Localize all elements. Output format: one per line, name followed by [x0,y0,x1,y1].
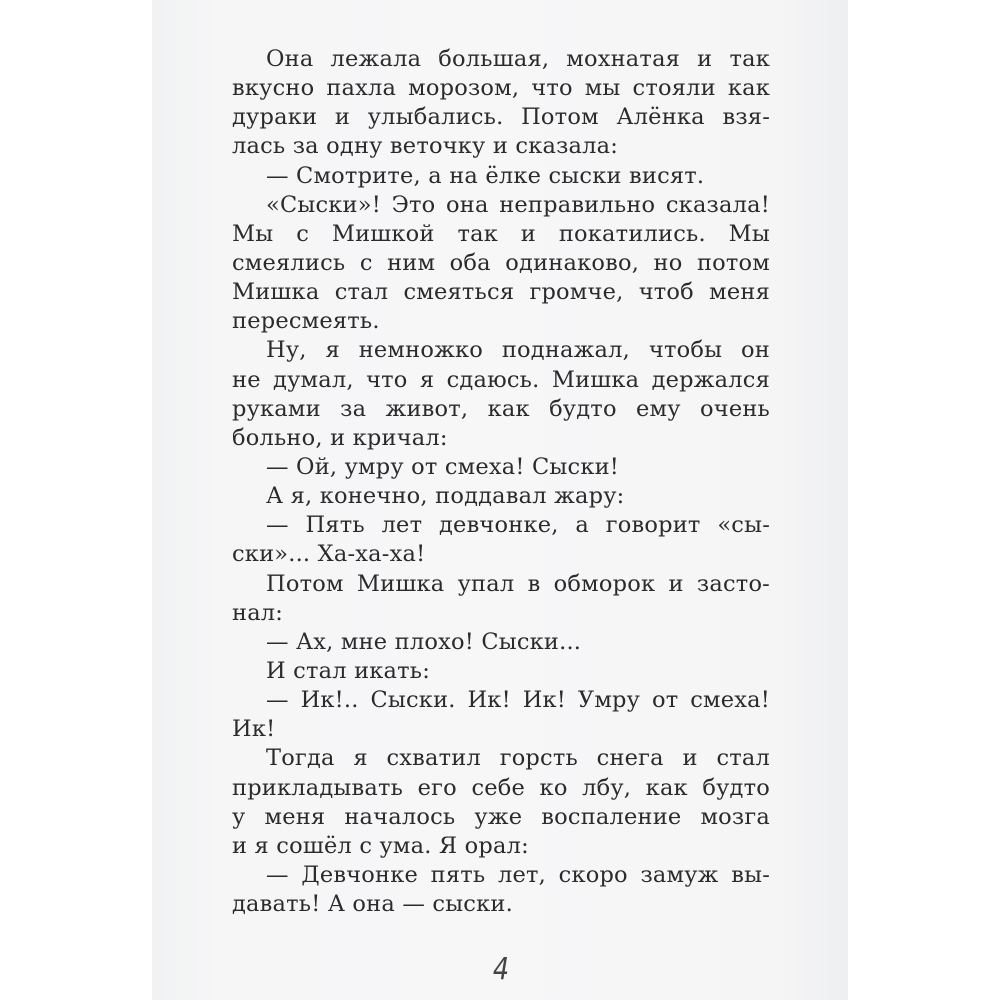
text-line: вкусно пахла морозом, что мы стояли как [232,75,770,102]
text-line: А я, конечно, поддавал жару: [266,483,625,510]
text-line: — Ой, умру от смеха! Сыски! [266,453,620,480]
text-line: у меня началось уже воспаление мозга [232,803,770,830]
text-line: Она лежала большая, мохнатая и так [266,46,770,72]
text-line: дураки и улыбались. Потом Алёнка взя- [232,104,770,131]
text-line: давать! А она — сыски. [232,891,513,918]
text-line: «Сыски»! Это она неправильно сказала! [266,191,770,218]
text-line: — Ик!.. Сыски. Ик! Ик! Умру от смеха! [266,687,770,714]
text-line: Мишка стал смеяться громче, чтоб меня [232,279,770,306]
text-line: и я сошёл с ума. Я орал: [232,832,529,859]
text-line: — Девчонке пять лет, скоро замуж вы- [266,861,770,888]
text-line: смеялись с ним оба одинаково, но потом [232,249,770,276]
text-line: больно, и кричал: [232,424,448,451]
text-line: не думал, что я сдаюсь. Мишка держался [232,366,770,393]
text-line: Мы с Мишкой так и покатились. Мы [232,220,770,247]
text-line: Тогда я схватил горсть снега и стал [266,745,770,772]
text-line: — Смотрите, а на ёлке сыски висят. [266,162,705,189]
text-line: Ик! [232,716,276,743]
text-line: Потом Мишка упал в обморок и засто- [266,570,770,597]
text-line: нал: [232,599,284,626]
text-line: — Ах, мне плохо! Сыски... [266,628,582,655]
text-line: руками за живот, как будто ему очень [232,395,770,422]
page-text [232,45,770,919]
text-line: ски»... Ха-ха-ха! [232,541,426,568]
text-line: пересмеять. [232,308,380,335]
text-line: — Пять лет девчонке, а говорит «сы- [266,512,770,539]
text-line: прикладывать его себе ко лбу, как будто [232,774,770,801]
text-line: лась за одну веточку и сказала: [232,133,619,160]
text-line: И стал икать: [266,657,431,684]
page-number: 4 [492,952,510,987]
text-line: Ну, я немножко поднажал, чтобы он [266,337,770,364]
